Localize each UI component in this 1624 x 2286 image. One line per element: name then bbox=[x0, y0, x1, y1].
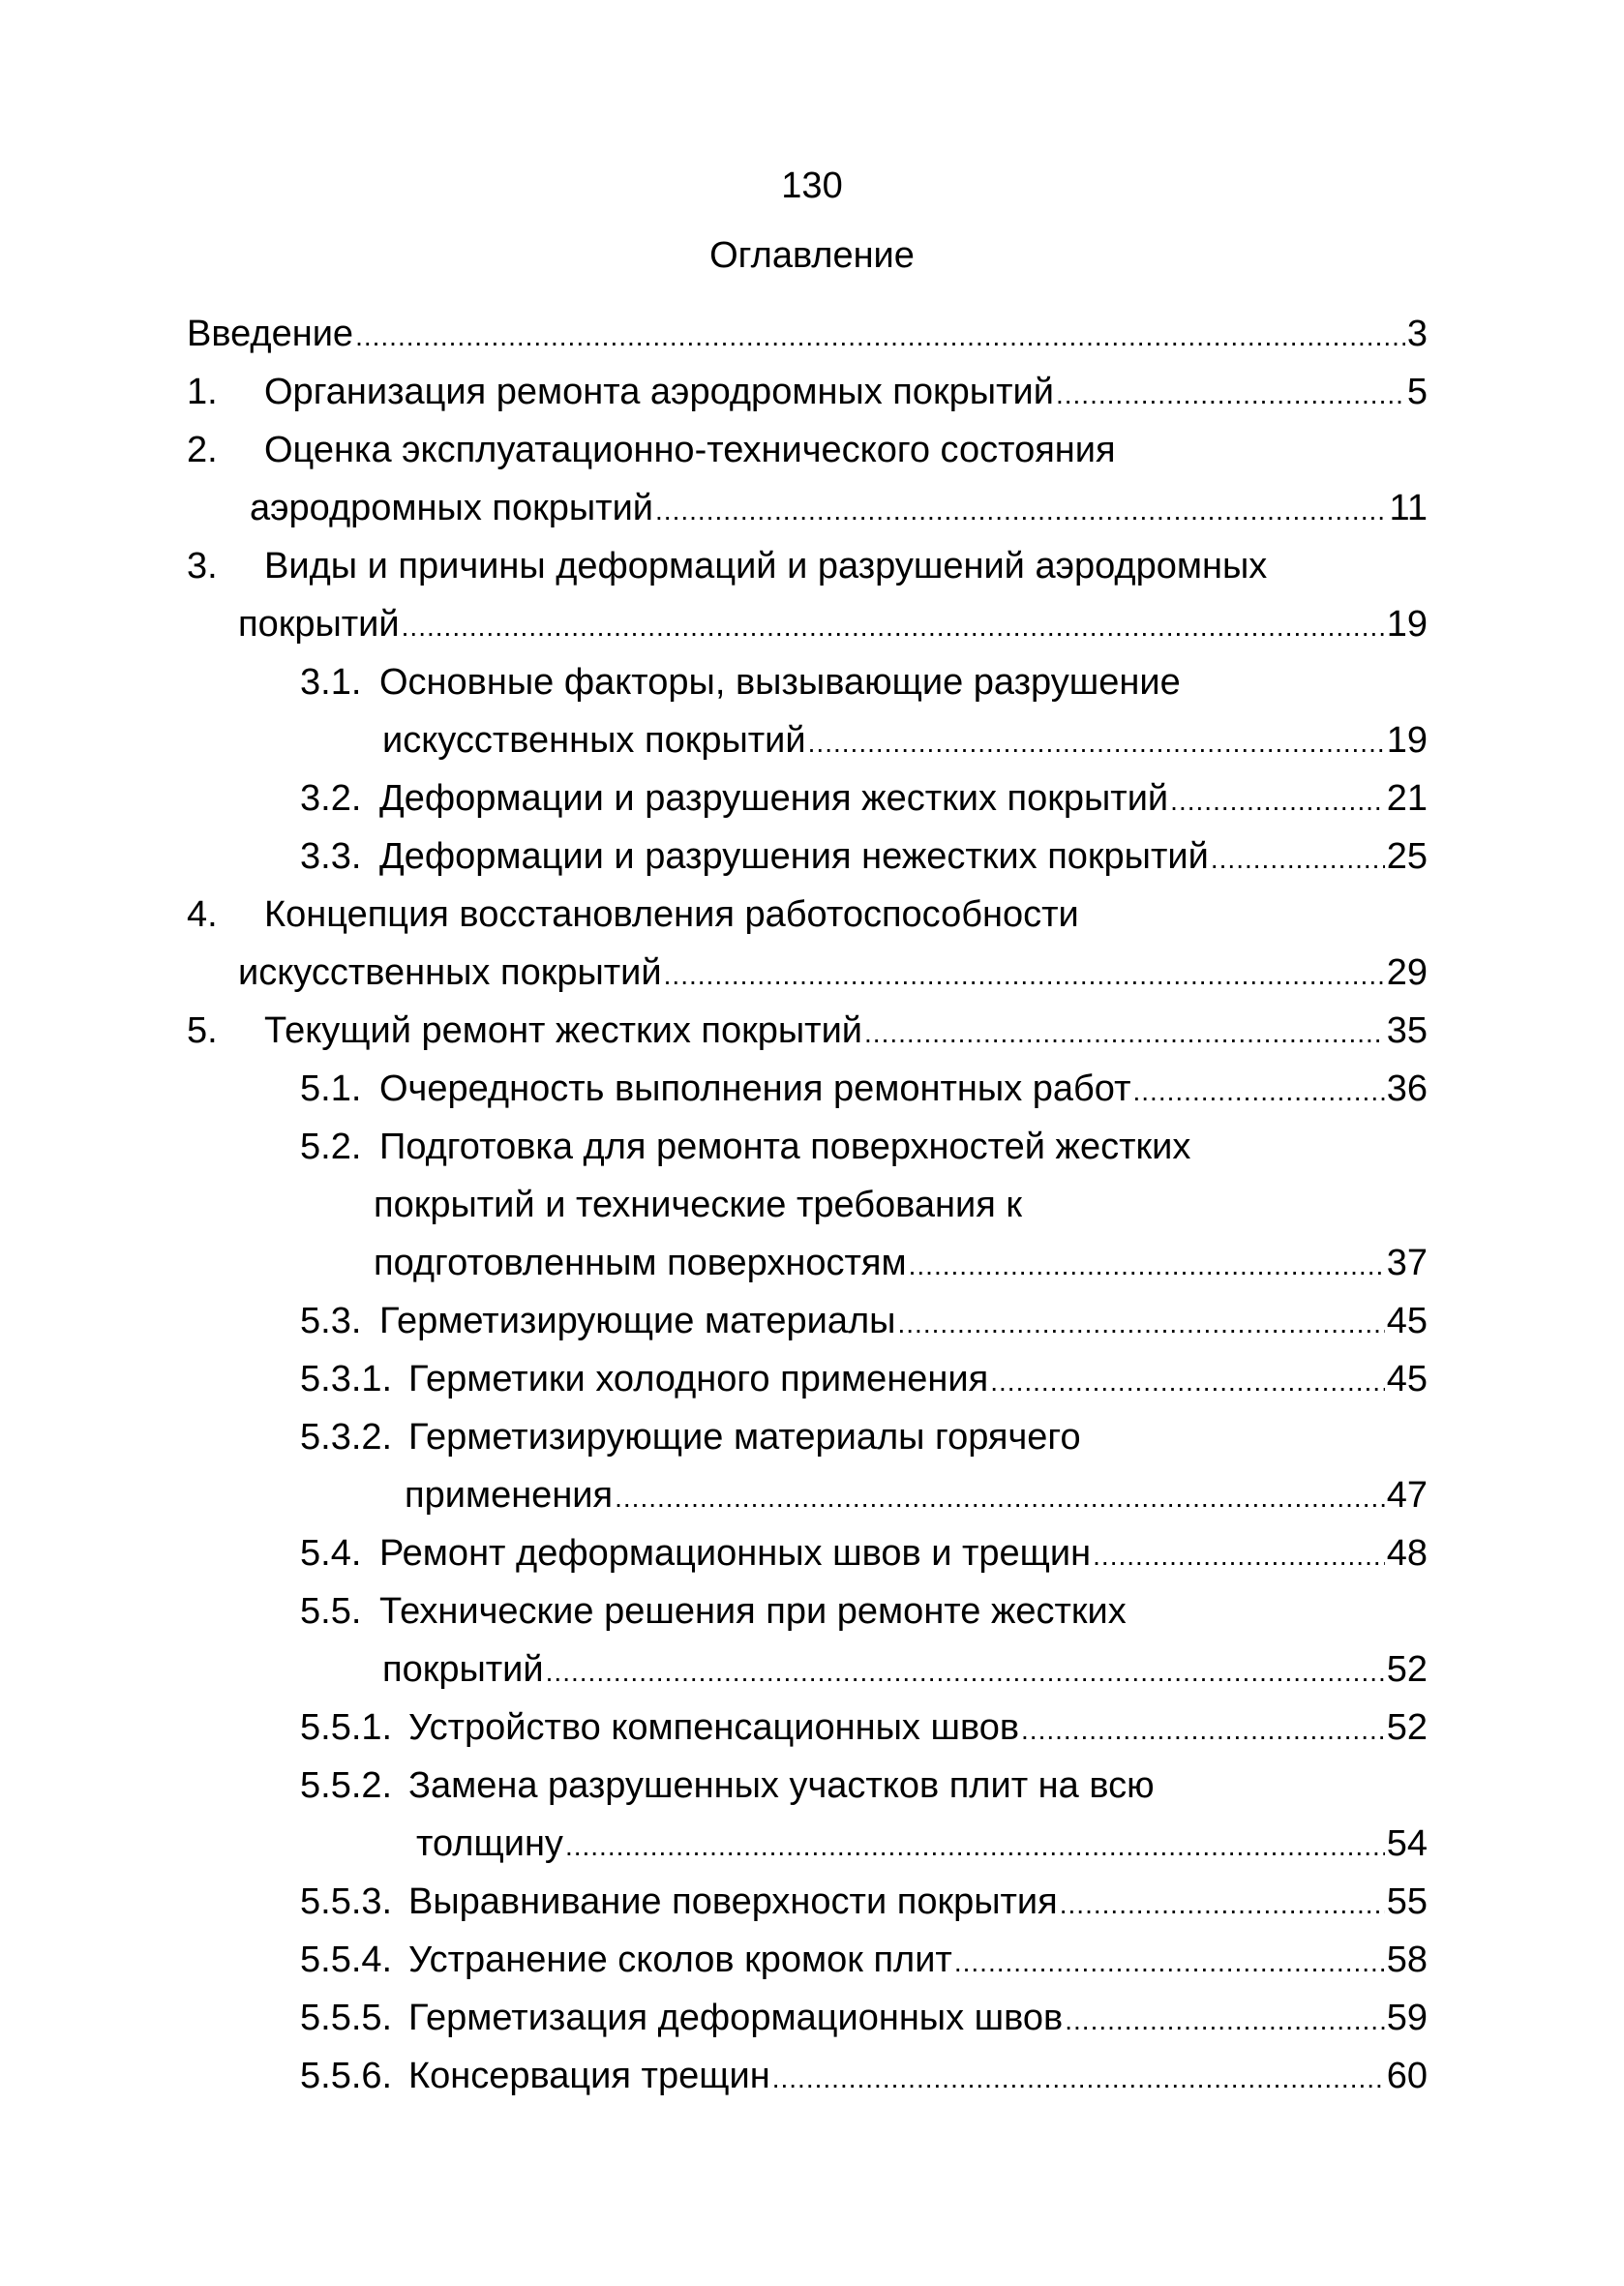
dot-leader bbox=[954, 1939, 1385, 1987]
toc-entry-number: 5. bbox=[187, 1010, 218, 1051]
toc-entry bbox=[300, 1355, 1428, 1403]
toc-entry-text: Технические решения при ремонте жестких bbox=[379, 1591, 1127, 1632]
toc-entry-page: 60 bbox=[1386, 2056, 1428, 2096]
toc-entry-page: 52 bbox=[1386, 1649, 1428, 1690]
toc-entry-continuation bbox=[382, 716, 1428, 765]
toc-entry-page: 19 bbox=[1386, 720, 1428, 761]
toc-entry-number: 5.2. bbox=[300, 1127, 362, 1167]
toc-entry-text: Деформации и разрушения нежестких покрытий bbox=[379, 836, 1209, 877]
dot-leader bbox=[1170, 777, 1385, 826]
toc-entry-text: покрытий bbox=[238, 604, 400, 645]
toc-entry-number: 5.4. bbox=[300, 1533, 362, 1574]
toc-entry bbox=[187, 426, 1428, 474]
toc-entry-text: Герметизирующие материалы горячего bbox=[408, 1417, 1081, 1458]
toc-entry-text: искусственных покрытий bbox=[238, 952, 662, 993]
dot-leader bbox=[1133, 1068, 1385, 1116]
toc-entry-number: 5.5.1. bbox=[300, 1707, 393, 1748]
toc-entry-page: 3 bbox=[1406, 314, 1428, 354]
toc-entry-page: 48 bbox=[1386, 1533, 1428, 1574]
toc-entry-number: 3.3. bbox=[300, 836, 362, 877]
page-number: 130 bbox=[781, 165, 843, 206]
toc-entry-page: 11 bbox=[1389, 488, 1428, 528]
toc-entry-text: покрытий bbox=[382, 1649, 544, 1690]
toc-entry-page: 5 bbox=[1406, 372, 1428, 412]
toc-entry-number: 5.5.4. bbox=[300, 1940, 393, 1980]
toc-entry-number: 5.5.3. bbox=[300, 1881, 393, 1922]
toc-entry-continuation bbox=[238, 600, 1428, 648]
toc-title: Оглавление bbox=[709, 235, 915, 276]
dot-leader bbox=[772, 2055, 1385, 2103]
toc-entry-number: 4. bbox=[187, 894, 218, 935]
dot-leader bbox=[546, 1648, 1385, 1697]
toc-entry-continuation bbox=[374, 1181, 1428, 1229]
toc-entry bbox=[300, 1413, 1428, 1461]
toc-entry-number: 5.1. bbox=[300, 1068, 362, 1109]
toc-entry-text: Герметизирующие материалы bbox=[379, 1301, 896, 1341]
toc-entry-continuation bbox=[382, 1645, 1428, 1694]
toc-entry-text: Очередность выполнения ремонтных работ bbox=[379, 1068, 1131, 1109]
toc-entry-continuation bbox=[250, 484, 1428, 532]
toc-entry-page: 58 bbox=[1386, 1940, 1428, 1980]
dot-leader bbox=[655, 487, 1388, 535]
toc-entry-text: Введение bbox=[187, 314, 354, 354]
toc-entry-number: 5.5. bbox=[300, 1591, 362, 1632]
toc-entry bbox=[300, 1529, 1428, 1578]
dot-leader bbox=[664, 951, 1385, 1000]
toc-entry-text: покрытий и технические требования к bbox=[374, 1185, 1022, 1225]
dot-leader bbox=[1060, 1880, 1385, 1929]
toc-entry-text: применения bbox=[405, 1475, 614, 1516]
dot-leader bbox=[1056, 371, 1405, 419]
toc-entry bbox=[300, 1761, 1428, 1810]
toc-entry-page: 35 bbox=[1386, 1010, 1428, 1051]
dot-leader bbox=[1065, 1997, 1384, 2045]
toc-entry bbox=[300, 1297, 1428, 1345]
toc-entry-page: 45 bbox=[1386, 1301, 1428, 1341]
toc-entry-page: 37 bbox=[1386, 1243, 1428, 1283]
toc-entry-continuation bbox=[374, 1239, 1428, 1287]
toc-entry-page: 59 bbox=[1386, 1998, 1428, 2038]
dot-leader bbox=[565, 1822, 1385, 1871]
dot-leader bbox=[355, 313, 1405, 361]
toc-entry-text: Текущий ремонт жестких покрытий bbox=[264, 1010, 863, 1051]
toc-entry-page: 19 bbox=[1386, 604, 1428, 645]
toc-entry-number: 3. bbox=[187, 546, 218, 587]
toc-entry bbox=[300, 1994, 1428, 2042]
toc-entry bbox=[187, 368, 1428, 416]
dot-leader bbox=[864, 1009, 1385, 1058]
dot-leader bbox=[402, 603, 1385, 651]
toc-entry-continuation bbox=[238, 948, 1428, 997]
toc-entry-text: подготовленным поверхностям bbox=[374, 1243, 907, 1283]
toc-entry bbox=[187, 890, 1428, 939]
dot-leader bbox=[1211, 835, 1385, 884]
toc-entry-continuation bbox=[405, 1471, 1428, 1519]
dot-leader bbox=[615, 1474, 1385, 1522]
toc-entry-page: 25 bbox=[1386, 836, 1428, 877]
toc-entry-text: Оценка эксплуатационно-технического состояния bbox=[264, 430, 1116, 470]
toc-entry bbox=[300, 1123, 1428, 1171]
toc-entry-text: Концепция восстановления работоспособности bbox=[264, 894, 1079, 935]
toc-entry-text: искусственных покрытий bbox=[382, 720, 806, 761]
toc-entry-number: 5.5.6. bbox=[300, 2056, 393, 2096]
dot-leader bbox=[808, 719, 1385, 767]
dot-leader bbox=[1093, 1532, 1385, 1580]
toc-entry bbox=[300, 1878, 1428, 1926]
toc-entry-text: Виды и причины деформаций и разрушений аэродромных bbox=[264, 546, 1268, 587]
toc-entry-number: 3.2. bbox=[300, 778, 362, 819]
toc-entry-number: 5.5.2. bbox=[300, 1765, 393, 1806]
toc-entry bbox=[187, 310, 1428, 358]
toc-entry-page: 29 bbox=[1386, 952, 1428, 993]
toc-entry-text: Герметики холодного применения bbox=[408, 1359, 989, 1399]
toc-entry-text: Подготовка для ремонта поверхностей жестких bbox=[379, 1127, 1191, 1167]
toc-entry bbox=[300, 658, 1428, 707]
toc-entry bbox=[187, 542, 1428, 590]
toc-entry-page: 36 bbox=[1386, 1068, 1428, 1109]
dot-leader bbox=[909, 1242, 1385, 1290]
toc-entry bbox=[300, 1065, 1428, 1113]
toc-entry bbox=[300, 1936, 1428, 1984]
toc-entry-number: 3.1. bbox=[300, 662, 362, 703]
toc-entry-text: Консервация трещин bbox=[408, 2056, 770, 2096]
toc-entry-page: 45 bbox=[1386, 1359, 1428, 1399]
toc-entry-number: 1. bbox=[187, 372, 218, 412]
dot-leader bbox=[897, 1300, 1384, 1348]
toc-entry-page: 47 bbox=[1386, 1475, 1428, 1516]
toc-entry bbox=[300, 774, 1428, 823]
toc-entry-text: Устройство компенсационных швов bbox=[408, 1707, 1020, 1748]
toc-entry bbox=[300, 832, 1428, 881]
toc-entry-text: Устранение сколов кромок плит bbox=[408, 1940, 952, 1980]
toc-entry-number: 5.3.2. bbox=[300, 1417, 393, 1458]
toc-entry-page: 21 bbox=[1386, 778, 1428, 819]
toc-entry-text: толщину bbox=[416, 1823, 563, 1864]
toc-entry bbox=[300, 1703, 1428, 1752]
toc-entry-continuation bbox=[416, 1820, 1428, 1868]
toc-entry bbox=[300, 1587, 1428, 1636]
dot-leader bbox=[1021, 1706, 1385, 1755]
toc-entry-number: 5.5.5. bbox=[300, 1998, 393, 2038]
toc-entry-text: Замена разрушенных участков плит на всю bbox=[408, 1765, 1155, 1806]
toc-entry-number: 2. bbox=[187, 430, 218, 470]
toc-entry bbox=[187, 1007, 1428, 1055]
toc-entry-number: 5.3. bbox=[300, 1301, 362, 1341]
toc-entry-text: Герметизация деформационных швов bbox=[408, 1998, 1064, 2038]
toc-entry-text: Деформации и разрушения жестких покрытий bbox=[379, 778, 1169, 819]
toc-entry-text: Выравнивание поверхности покрытия bbox=[408, 1881, 1058, 1922]
toc-entry-page: 55 bbox=[1386, 1881, 1428, 1922]
toc-entry-text: Организация ремонта аэродромных покрытий bbox=[264, 372, 1054, 412]
toc-entry-text: Основные факторы, вызывающие разрушение bbox=[379, 662, 1181, 703]
toc-entry-page: 52 bbox=[1386, 1707, 1428, 1748]
dot-leader bbox=[990, 1358, 1384, 1406]
toc-entry-number: 5.3.1. bbox=[300, 1359, 393, 1399]
toc-entry-text: Ремонт деформационных швов и трещин bbox=[379, 1533, 1092, 1574]
toc-entry-page: 54 bbox=[1386, 1823, 1428, 1864]
toc-entry-text: аэродромных покрытий bbox=[250, 488, 654, 528]
toc-entry bbox=[300, 2052, 1428, 2100]
